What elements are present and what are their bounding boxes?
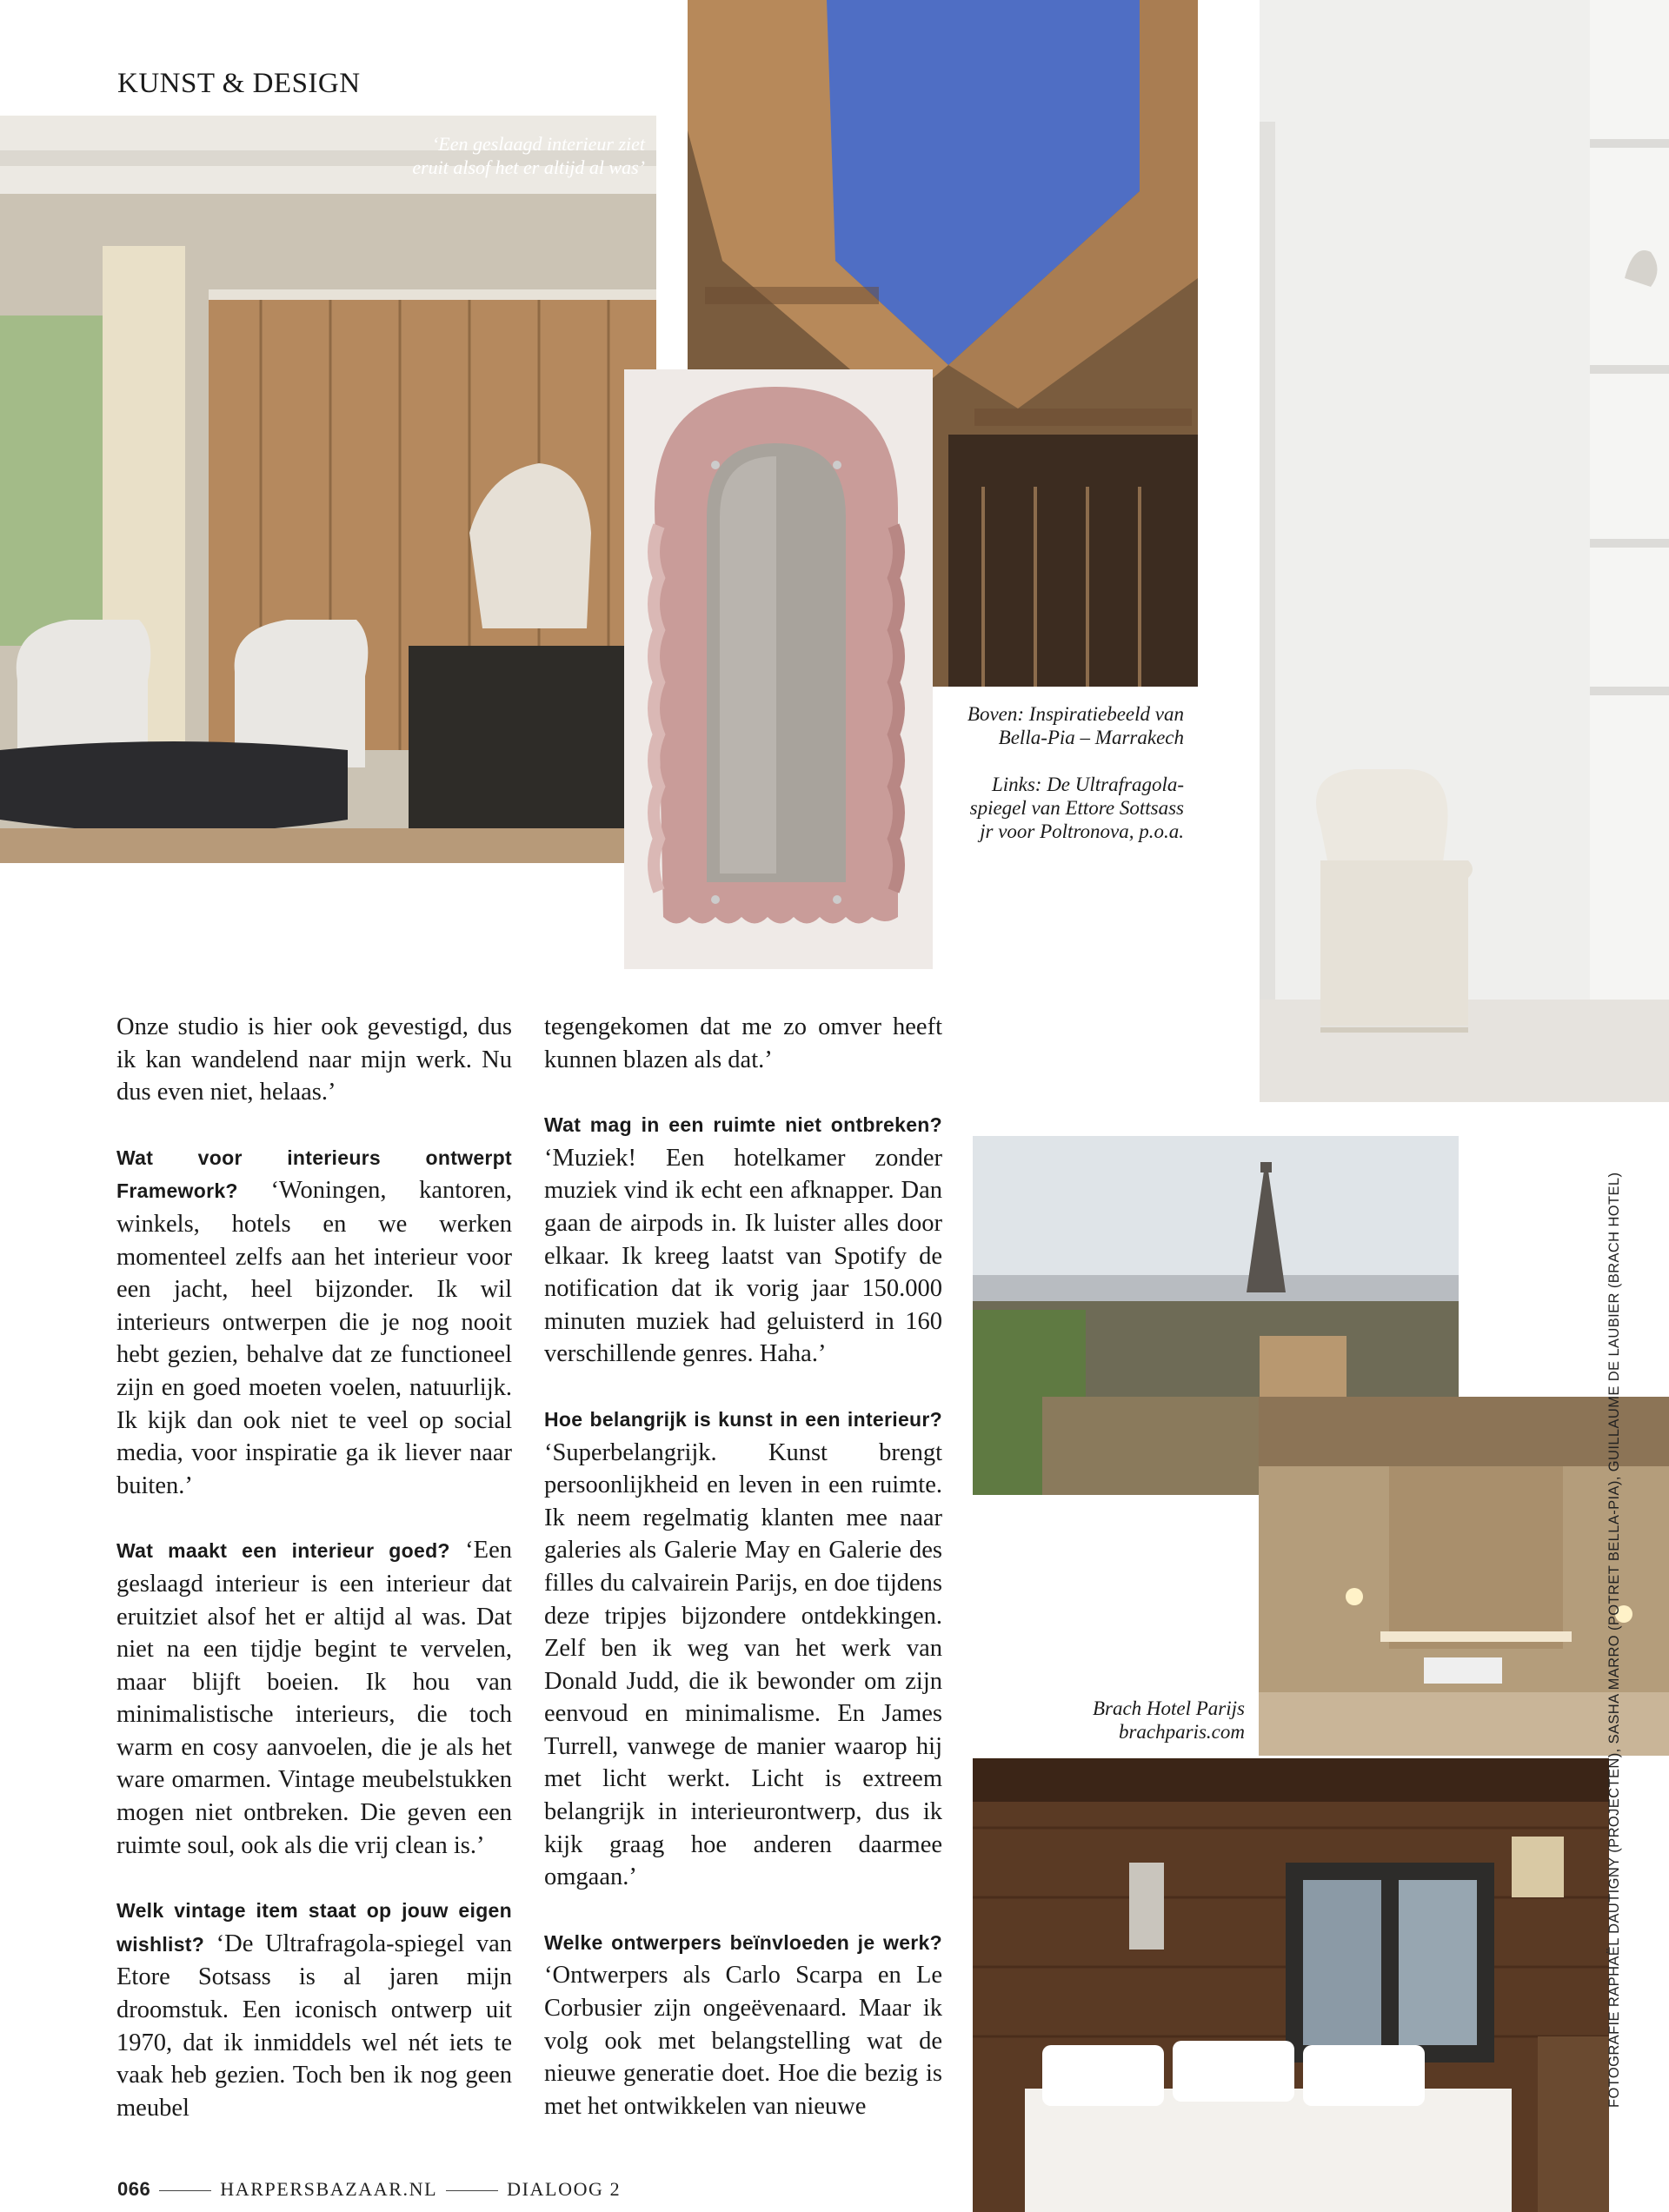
answer-text: tegengekomen dat me zo omver heeft kunnen blazen als dat.’ bbox=[544, 1013, 942, 1073]
caption-line: Boven: Inspiratiebeeld van bbox=[967, 703, 1184, 725]
answer-text: ‘Ontwerpers als Carlo Scarpa en Le Corbusier zijn ongeëvenaard. Maar ik volg ook met belangstelling wat de nieuwe generatie doet. Hoe die bezig is met het ontwikkelen van nieuwe bbox=[544, 1962, 942, 2120]
paragraph bbox=[544, 1108, 942, 1371]
caption-line: spiegel van Ettore Sottsass bbox=[969, 797, 1184, 819]
answer-text: ‘Muziek! Een hotelkamer zonder muziek vind ik echt een afknapper. Dan gaan de airpods in. Ik luister alles door elkaar. Ik kreeg laatst van Spotify de notification dat ik vorig jaar 150.000 minuten muziek had geluisterd in 160 verschillende genres. Haha.’ bbox=[544, 1144, 942, 1368]
answer-text: ‘Superbelangrijk. Kunst brengt persoonlijkheid en leven in een ruimte. Ik neem regelmatig klanten mee naar galeries als Galerie May en Galerie des filles du calvairein Parijs, en doe tijdens deze tripjes bijzondere ontdekkingen. Zelf ben ik weg van het werk van Donald Judd, die ik bewonder om zijn eenvoud en minimalisme. En James Turrell, vanwege de manier waarop hij met licht werkt. Licht is extreem belangrijk in interieurontwerp, dus ik kijk graag hoe anderen daarmee omgaan.’ bbox=[544, 1438, 942, 1891]
photo-ultrafragola-mirror bbox=[624, 369, 933, 969]
paragraph bbox=[544, 1926, 942, 2123]
page-number: 066 bbox=[117, 2178, 151, 2200]
paragraph bbox=[544, 1011, 942, 1076]
question-text: Wat maakt een interieur goed? bbox=[116, 1539, 450, 1563]
footer-issue: DIALOOG 2 bbox=[507, 2178, 622, 2200]
paragraph bbox=[116, 1011, 512, 1109]
answer-text: ‘Een geslaagd interieur is een interieur dat eruitziet alsof het er altijd al was. Dat niet na een tijdje begint te vervelen, maar blijft boeien. Ik hou van minimalistische interieurs, die toch warm en cosy aanvoelen, die je als het ware omarmen. Vintage meubelstukken mogen niet ontbreken. Die geven een ruimte soul, ook als die vrij clean is.’ bbox=[116, 1537, 512, 1859]
paragraph bbox=[116, 1141, 512, 1503]
photo-brach-bedroom bbox=[973, 1758, 1609, 2212]
pull-quote-line: eruit alsof het er altijd al was’ bbox=[412, 156, 645, 178]
pull-quote-line: ‘Een geslaagd interieur ziet bbox=[431, 133, 645, 155]
photo-living-room bbox=[0, 116, 656, 863]
section-label: KUNST & DESIGN bbox=[117, 68, 361, 99]
question-text: Wat voor interieurs ontwerpt Framework? bbox=[116, 1146, 512, 1203]
footer-divider bbox=[446, 2190, 498, 2191]
caption-top bbox=[887, 702, 1184, 843]
caption-line: Bella-Pia – Marrakech bbox=[998, 727, 1184, 748]
caption-line: brachparis.com bbox=[1118, 1721, 1245, 1743]
pull-quote bbox=[348, 132, 645, 179]
question-text: Welke ontwerpers beïnvloeden je werk? bbox=[544, 1930, 942, 1954]
text-column-1 bbox=[116, 1011, 512, 2156]
caption-line: jr voor Poltronova, p.o.a. bbox=[980, 820, 1184, 842]
page-footer bbox=[117, 2178, 621, 2201]
question-text: Welk vintage item staat op jouw eigen wishlist? bbox=[116, 1899, 512, 1956]
caption-line: Brach Hotel Parijs bbox=[1092, 1697, 1245, 1719]
photo-credit: FOTOGRAFIE RAPHAËL DAUTIGNY (PROJECTEN), SASHA MARRO (POTRET BELLA-PIA), GUILLAUME DE LAUBIER (BRACH HOTEL) bbox=[1606, 1172, 1622, 2108]
question-text: Hoe belangrijk is kunst in een interieur? bbox=[544, 1407, 942, 1431]
answer-text: Onze studio is hier ook gevestigd, dus ik kan wandelend naar mijn werk. Nu dus even niet, helaas.’ bbox=[116, 1013, 512, 1106]
paragraph bbox=[544, 1403, 942, 1894]
caption-line: Links: De Ultrafragola- bbox=[991, 774, 1184, 795]
answer-text: ‘De Ultrafragola-spiegel van Etore Sotsass is al jaren mijn droomstuk. Een iconisch ontwerp uit 1970, dat ik inmiddels wel nét iets te vaak heb gezien. Toch ben ik nog geen meubel bbox=[116, 1930, 512, 2122]
footer-site: HARPERSBAZAAR.NL bbox=[220, 2178, 438, 2200]
question-text: Wat mag in een ruimte niet ontbreken? bbox=[544, 1113, 942, 1137]
paragraph bbox=[116, 1894, 512, 2124]
text-column-2 bbox=[544, 1011, 942, 2155]
answer-text: ‘Woningen, kantoren, winkels, hotels en we werken momenteel zelfs aan het interieur voor een jacht, heel bijzonder. Ik wil interieurs ontwerpen die je nog nooit hebt gezien, behalve dat ze functioneel zijn en goed moeten voelen, natuurlijk. Ik kijk dan ook niet te veel op social media, voor inspiratie ga ik liever naar buiten.’ bbox=[116, 1177, 512, 1499]
caption-hotel bbox=[974, 1697, 1245, 1744]
photo-boucle-chair bbox=[1260, 0, 1669, 1102]
paragraph bbox=[116, 1534, 512, 1862]
footer-divider bbox=[159, 2190, 211, 2191]
